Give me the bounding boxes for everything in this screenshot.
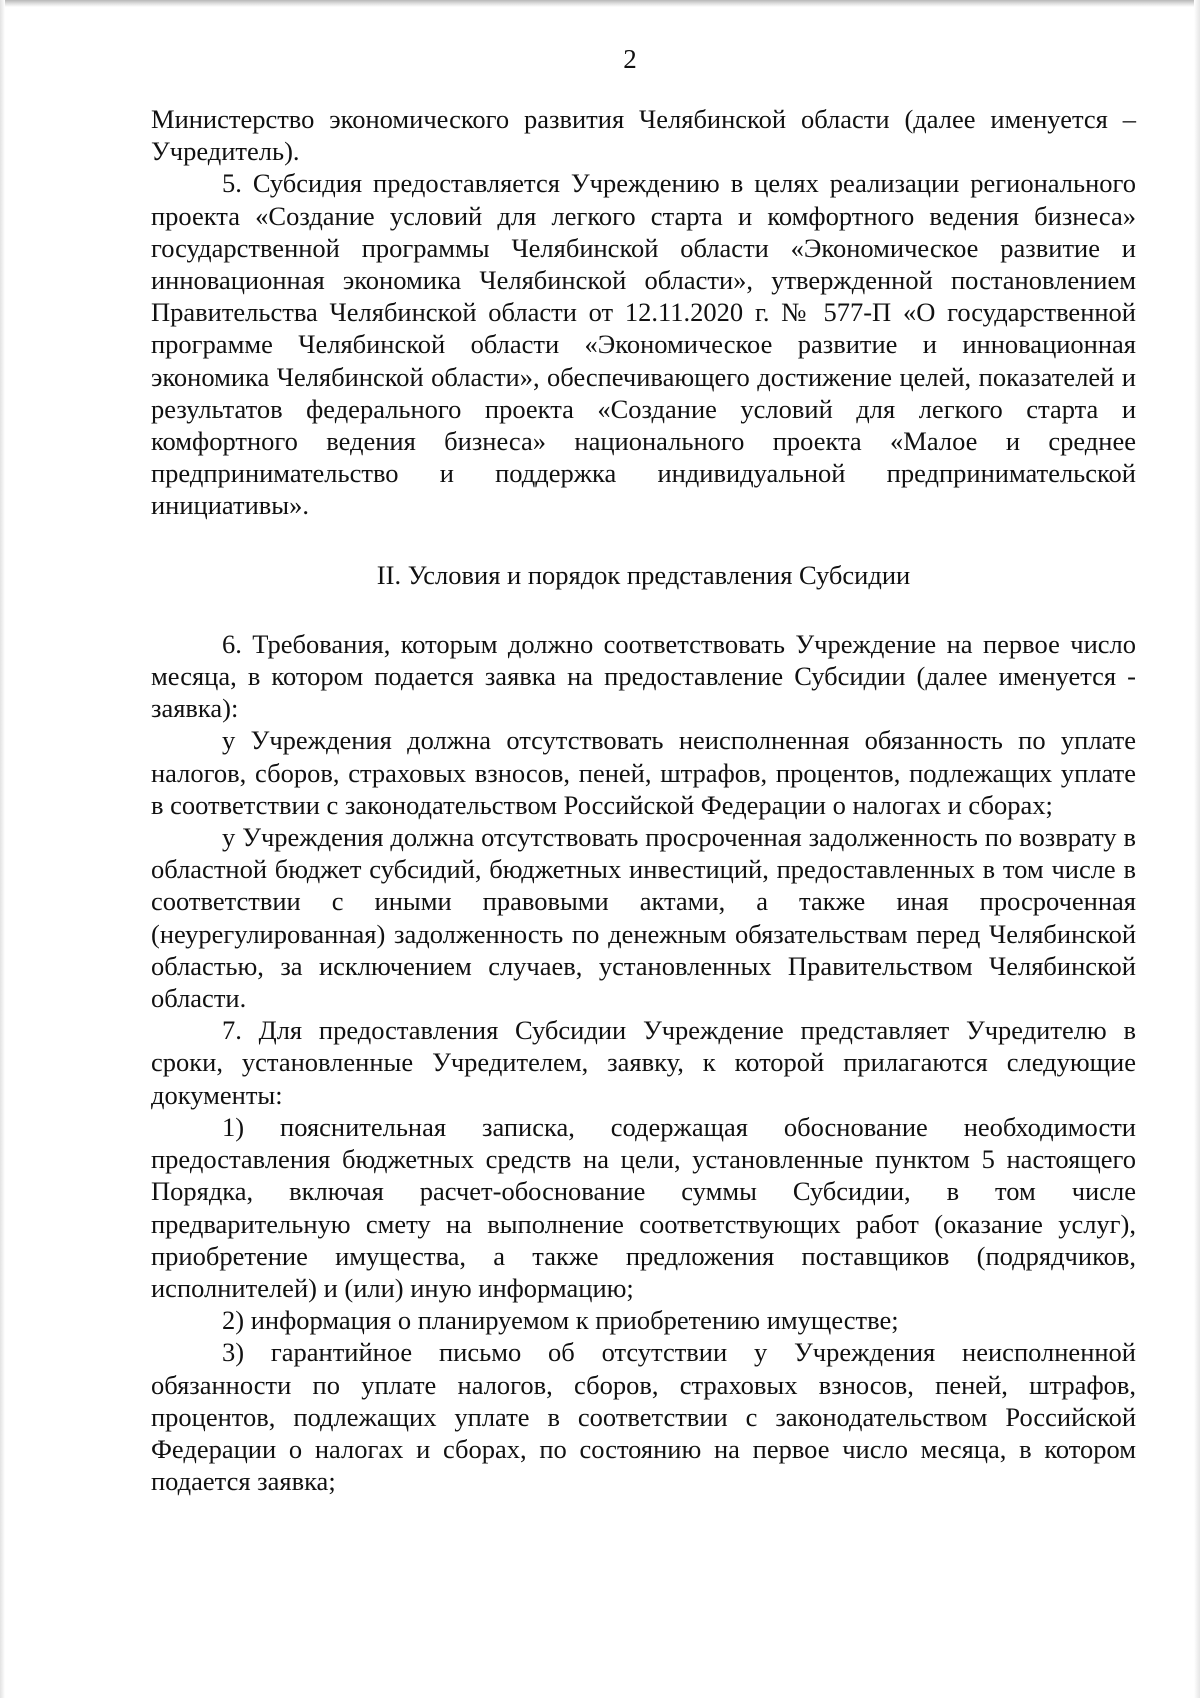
paragraph-6: 6. Требования, которым должно соответствовать Учреждение на первое число месяца, в котором подается заявка на предоставление Субсидии (далее именуется - заявка): [151,628,1136,724]
paragraph-6-requirement-debt: у Учреждения должна отсутствовать просроченная задолженность по возврату в областной бюджет субсидий, бюджетных инвестиций, предоставленных в том числе в соответствии с иными правовыми актами, а также иная просроченная (неурегулированная) задолженность по денежным обязательствам перед Челябинской областью, за исключением случаев, установленных Правительством Челябинской области. [151,822,1136,1014]
paragraph-6-requirement-taxes: у Учреждения должна отсутствовать неисполненная обязанность по уплате налогов, сборов, страховых взносов, пеней, штрафов, процентов, подлежащих уплате в соответствии с законодательством Российской Федерации о налогах и сборах; [151,725,1136,820]
scan-right-edge [1194,0,1200,1698]
page-number: 2 [623,44,637,74]
paragraph-founder: Министерство экономического развития Челябинской области (далее именуется – Учредитель). [151,104,1136,167]
scan-top-edge [0,0,1200,7]
paragraph-7-item-2: 2) информация о планируемом к приобретению имуществе; [222,1305,899,1336]
paragraph-7: 7. Для предоставления Субсидии Учреждение представляет Учредителю в сроки, установленные Учредителем, заявку, к которой прилагаются следующие документы: [151,1015,1136,1110]
paragraph-5: 5. Субсидия предоставляется Учреждению в целях реализации регионального проекта «Создание условий для легкого старта и комфортного ведения бизнеса» государственной программы Челябинской области «Экономическое развитие и инновационная экономика Челябинской области», утвержденной постановлением Правительства Челябинской области от 12.11.2020 г. № 577-П «О государственной программе Челябинской области «Экономическое развитие и инновационная экономика Челябинской области», обеспечивающего достижение целей, показателей и результатов федерального проекта «Создание условий для легкого старта и комфортного ведения бизнеса» национального проекта «Малое и среднее предпринимательство и поддержка индивидуальной предпринимательской инициативы». [151,168,1136,521]
paragraph-7-item-3: 3) гарантийное письмо об отсутствии у Учреждения неисполненной обязанности по уплате налогов, сборов, страховых взносов, пеней, штрафов, процентов, подлежащих уплате в соответствии с законодательством Российской Федерации о налогах и сборах, по состоянию на первое число месяца, в котором подается заявка; [151,1337,1136,1497]
paragraph-7-item-1: 1) пояснительная записка, содержащая обоснование необходимости предоставления бюджетных средств на цели, установленные пунктом 5 настоящего Порядка, включая расчет-обоснование суммы Субсидии, в том числе предварительную смету на выполнение соответствующих работ (оказание услуг), приобретение имущества, а также предложения поставщиков (подрядчиков, исполнителей) и (или) иную информацию; [151,1111,1136,1303]
section-heading: II. Условия и порядок представления Субсидии [376,559,911,590]
scan-left-edge [0,0,5,1698]
document-body [151,103,1136,1497]
